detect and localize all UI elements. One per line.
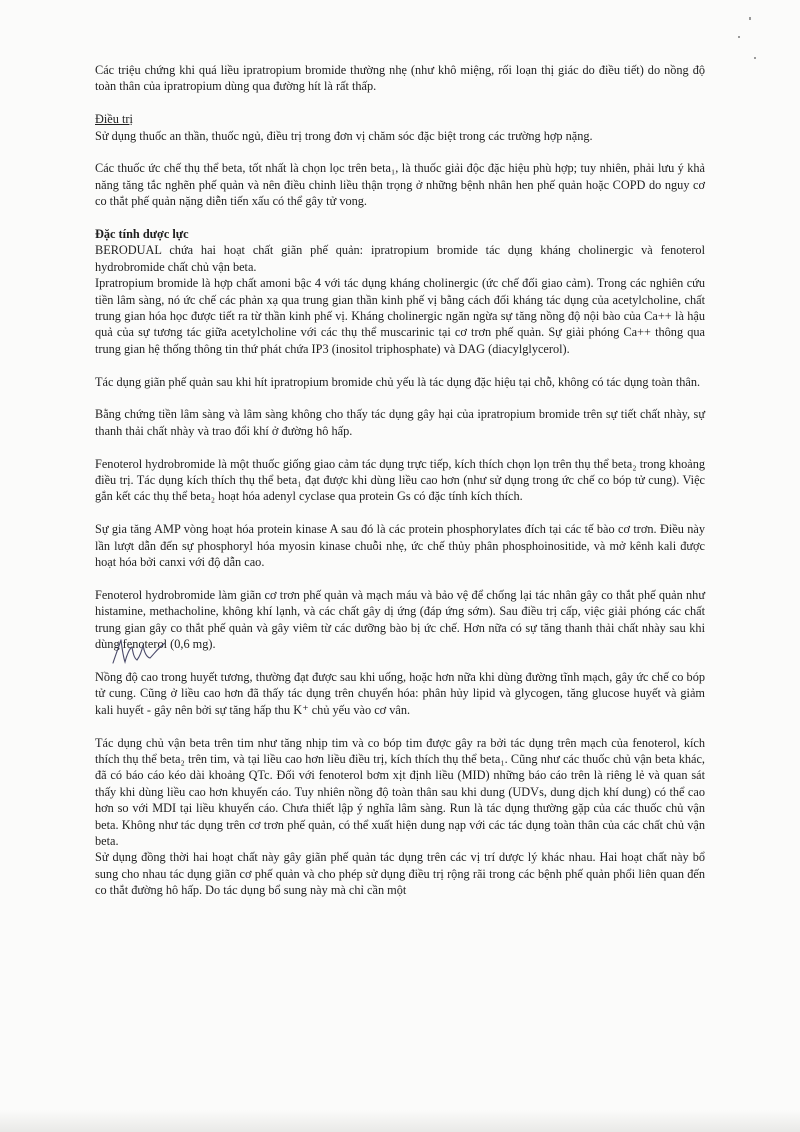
ipratropium-mechanism-paragraph: Ipratropium bromide là hợp chất amoni bậc 4 với tác dụng kháng cholinergic (ức chế đối giao cảm). Trong các nghiên cứu tiền lâm sàng, nó ức chế các phản xạ qua trung gian thần kinh phế vị bằng cách đối kháng tác dụng của acetylcholine, chất trung gian hóa học được tiết ra từ thần kinh phế vị. Kháng cholinergic ngăn ngừa sự tăng nồng độ nội bào của Ca++ là hậu quả của sự tương tác giữa acetylcholine với các thụ thể muscarinic tại cơ trơn phế quản. Sự giải phóng Ca++ thông qua trung gian hệ thống thông tin thứ phát chứa IP3 (inositol triphosphate) và DAG (diacylglycerol).: [95, 276, 705, 356]
camp-paragraph: Sự gia tăng AMP vòng hoạt hóa protein kinase A sau đó là các protein phosphorylates đích tại các tế bào cơ trơn. Điều này lần lượt dẫn đến sự phosphoryl hóa myosin kinase chuỗi nhẹ, ức chế thủy phân phosphoinositide, và mở kênh kali được hoạt hóa bởi canxi với độ dẫn cao.: [95, 522, 705, 570]
scan-mark: [738, 36, 740, 38]
combined-use-paragraph: Sử dụng đồng thời hai hoạt chất này gây giãn phế quản tác dụng trên các vị trí dược lý khác nhau. Hai hoạt chất này bổ sung cho nhau tác dụng giãn cơ phế quản và cho phép sử dụng điều trị rộng rãi trong các bệnh phế quản phổi liên quan đến co thắt đường hô hấp. Do tác dụng bổ sung này mà chỉ cần một: [95, 850, 705, 898]
mucus-evidence-paragraph: Bằng chứng tiền lâm sàng và lâm sàng không cho thấy tác dụng gây hại của ipratropium bromide trên sự tiết chất nhày, sự thanh thải chất nhày và trao đổi khí ở đường hô hấp.: [95, 407, 705, 438]
pharmacodynamics-heading: Đặc tính dược lực: [95, 227, 189, 242]
treatment-paragraph: Sử dụng thuốc an thần, thuốc ngủ, điều trị trong đơn vị chăm sóc đặc biệt trong các trường hợp nặng.: [95, 128, 593, 143]
document-body: [95, 62, 705, 899]
berodual-composition-paragraph: BERODUAL chứa hai hoạt chất giãn phế quản: ipratropium bromide tác dụng kháng cholinergic và fenoterol hydrobromide chất chủ vận beta.: [95, 243, 705, 274]
handwritten-initials: [110, 636, 168, 666]
beta-blocker-paragraph: Các thuốc ức chế thụ thể beta, tốt nhất là chọn lọc trên beta₁, là thuốc giải độc đặc hiệu phù hợp; tuy nhiên, phải lưu ý khả năng tăng tắc nghẽn phế quản và nên điều chỉnh liều thận trọng ở những bệnh nhân hen phế quản hoặc COPD do nguy cơ co thắt phế quản nặng diễn tiến xấu có thể gây tử vong.: [95, 161, 705, 209]
fenoterol-protection-paragraph: Fenoterol hydrobromide làm giãn cơ trơn phế quản và mạch máu và bảo vệ để chống lại tác nhân gây co thắt phế quản như histamine, methacholine, không khí lạnh, và các chất gây dị ứng (đáp ứng sớm). Sau điều trị cấp, việc giải phóng các chất trung gian gây co thắt phế quản và gây viêm từ các dưỡng bào bị ức chế. Hơn nữa có sự tăng thanh thải chất nhày sau khi dùng fenoterol (0,6 mg).: [95, 587, 705, 652]
treatment-heading: Điều trị: [95, 112, 133, 127]
scan-mark: [754, 57, 756, 59]
plasma-concentration-paragraph: Nồng độ cao trong huyết tương, thường đạt được sau khi uống, hoặc hơn nữa khi dùng đường tĩnh mạch, gây ức chế co bóp tử cung. Cũng ở liều cao hơn đã thấy tác dụng trên chuyển hóa: phân hủy lipid và glycogen, tăng glucose huyết và giảm kali huyết - gây nên bởi sự tăng hấp thu K⁺ chủ yếu vào cơ vân.: [95, 669, 705, 717]
local-effect-paragraph: Tác dụng giãn phế quản sau khi hít ipratropium bromide chủ yếu là tác dụng đặc hiệu tại chỗ, không có tác dụng toàn thân.: [95, 374, 701, 389]
overdose-symptoms-paragraph: Các triệu chứng khi quá liều ipratropium bromide thường nhẹ (như khô miệng, rối loạn thị giác do điều tiết) do nồng độ toàn thân của ipratropium dùng qua đường hít là rất thấp.: [95, 63, 705, 94]
page-bottom-edge: [0, 1110, 800, 1132]
scan-mark: [749, 17, 751, 20]
fenoterol-mechanism-paragraph: Fenoterol hydrobromide là một thuốc giống giao cảm tác dụng trực tiếp, kích thích chọn lọn trên thụ thể beta₂ trong khoảng điều trị. Tác dụng kích thích thụ thể beta₁ đạt được khi dùng liều cao hơn (như sử dụng trong ức chế co bóp tử cung). Việc gắn kết các thụ thể beta₂ hoạt hóa adenyl cyclase qua protein Gs có đặc tính kích thích.: [95, 456, 705, 504]
cardiac-effects-paragraph: Tác dụng chủ vận beta trên tim như tăng nhịp tim và co bóp tim được gây ra bởi tác dụng trên mạch của fenoterol, kích thích thụ thể beta₂ trên tim, và tại liều cao hơn liều điều trị, kích thích thụ thể beta₁. Cũng như các thuốc chủ vận beta khác, đã có báo cáo kéo dài khoảng QTc. Đối với fenoterol bơm xịt định liều (MID) những báo cáo trên là riêng lẻ và quan sát thấy khi dùng liều cao hơn khuyến cáo. Tuy nhiên nồng độ toàn thân sau khi dung (UDVs, dung dịch khí dung) có thể cao hơn so với MDI tại liều khuyến cáo. Chưa thiết lập ý nghĩa lâm sàng. Run là tác dụng thường gặp của các thuốc chủ vận beta. Không như tác dụng trên cơ trơn phế quản, có thể xuất hiện dung nạp với các tác dụng toàn thân của các chất chủ vận beta.: [95, 735, 705, 848]
